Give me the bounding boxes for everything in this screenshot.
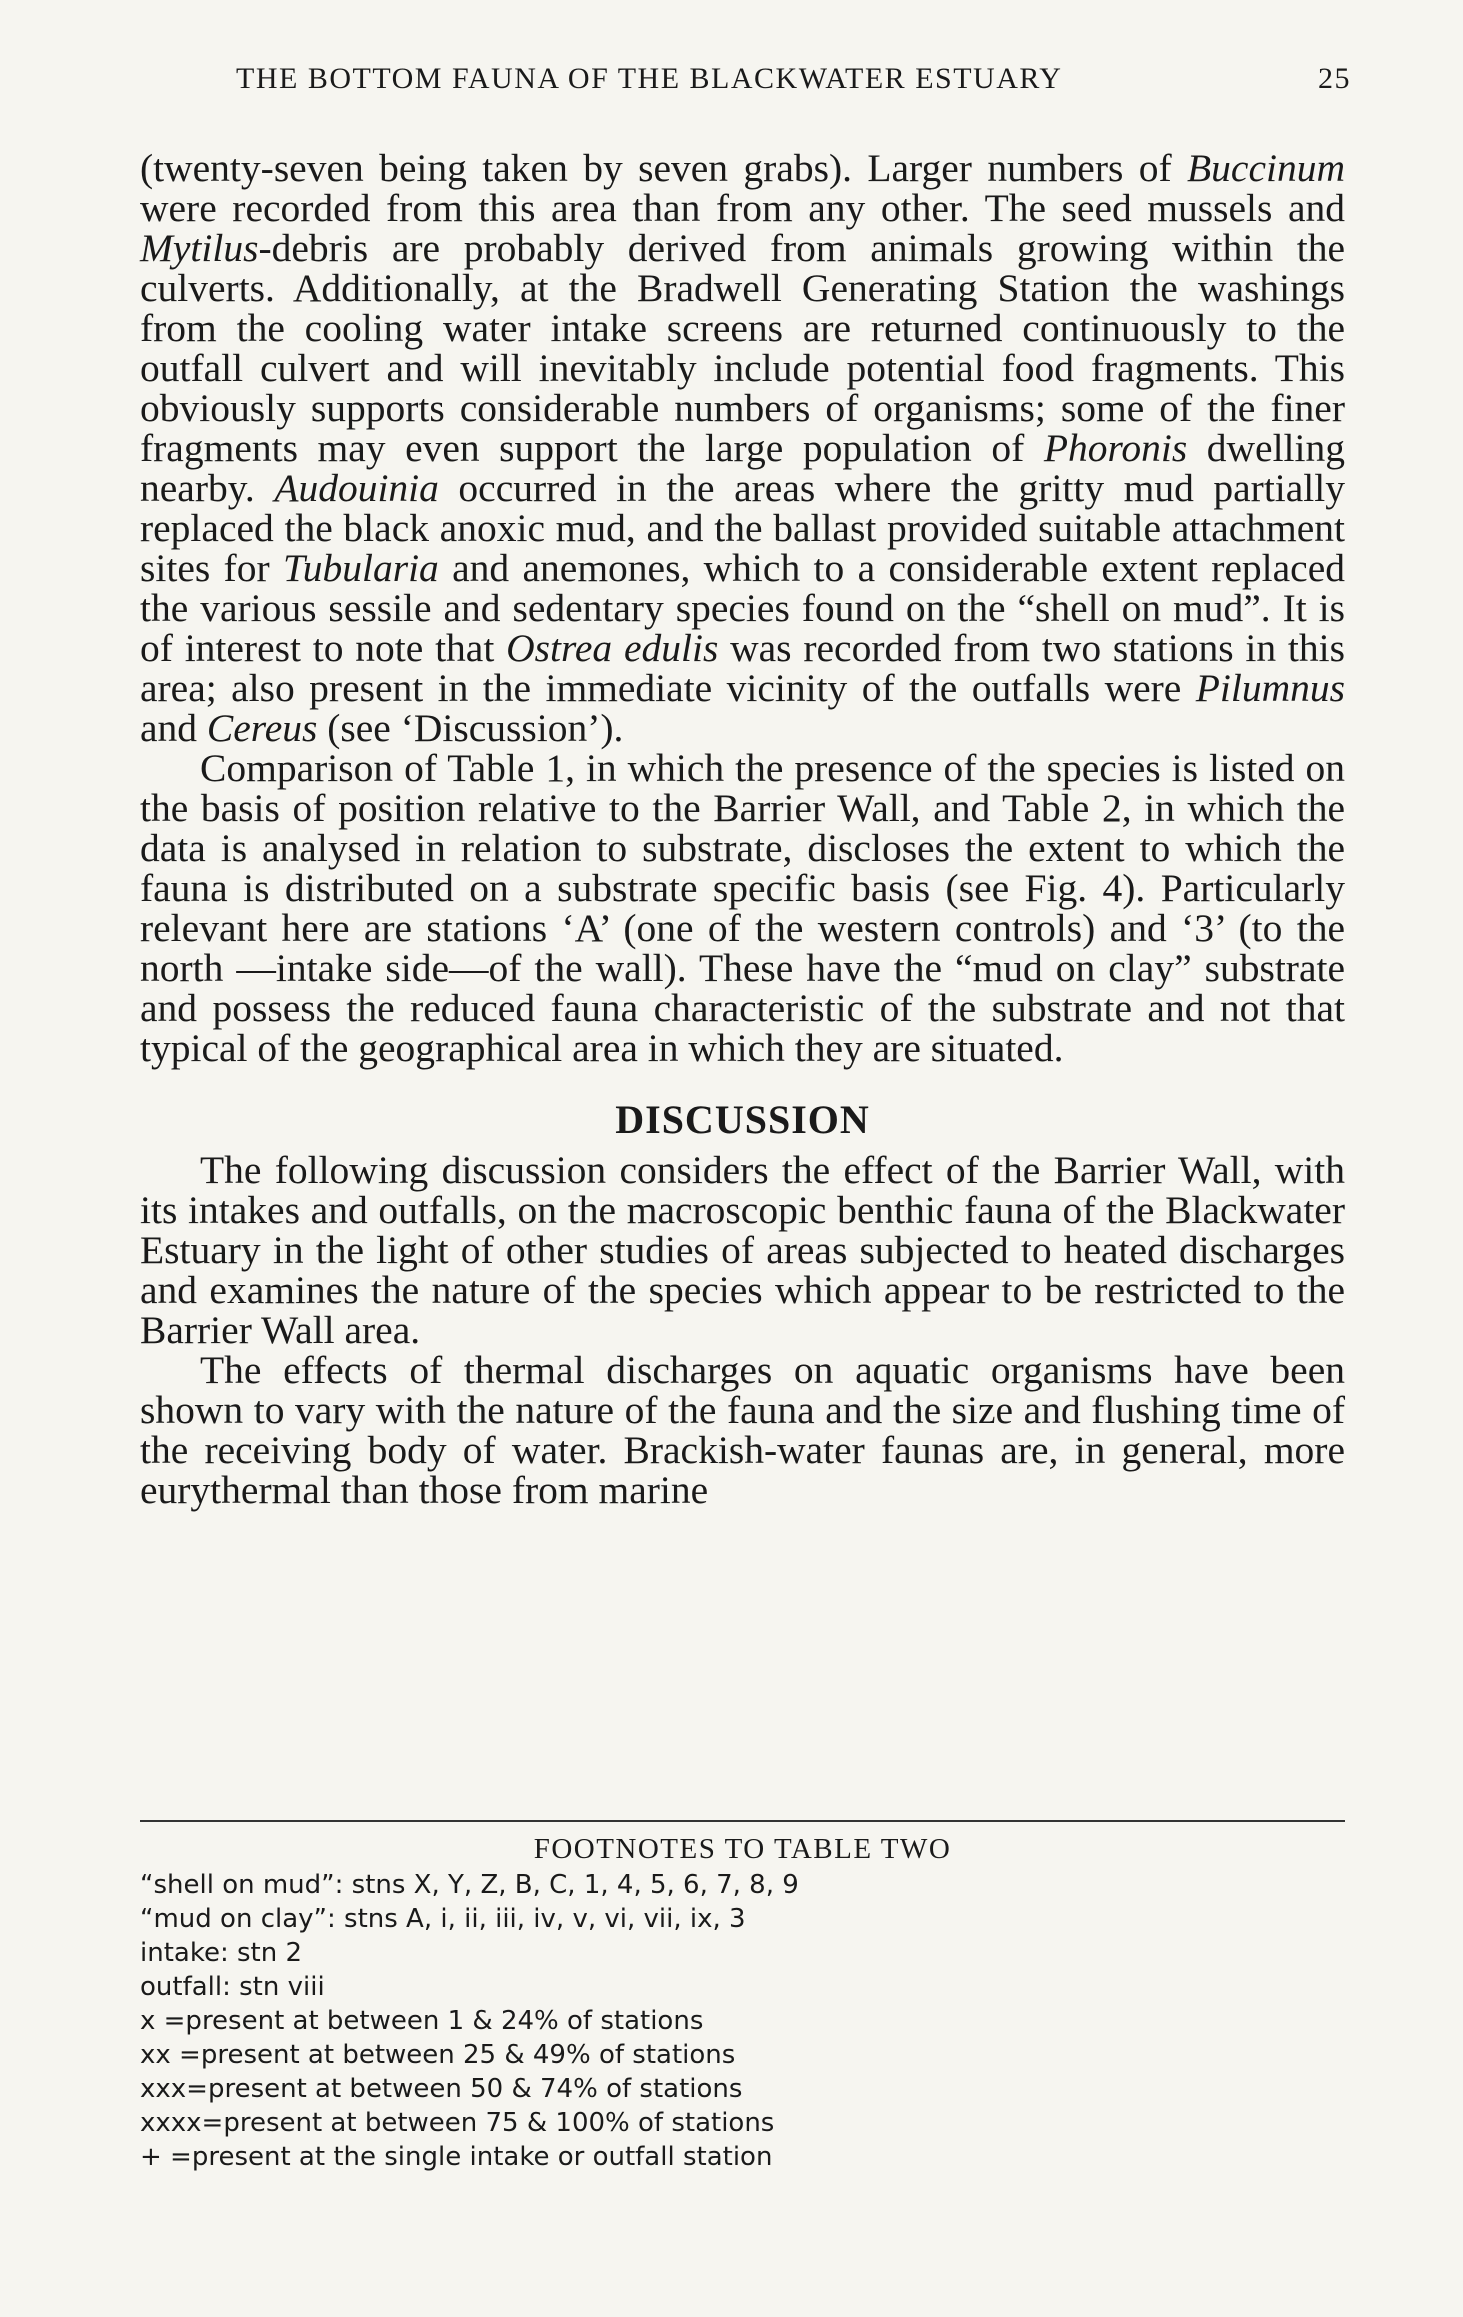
footnote-line: intake: stn 2 (140, 1938, 303, 1968)
italic-term: Pilumnus (1195, 666, 1345, 710)
text-run: Comparison of Table 1, in which the presence of the species is listed on the basis of position relative to the Barrier Wall, and Table 2, in which the data is analysed in relation to substrate, discloses the extent to which the fauna is distributed on a substrate specific basis (see Fig. 4). Particularly relevant here are stations ‘A’ (one of the western controls) and ‘3’ (to the north —intake side—of the wall). These have the “mud on clay” substrate and possess the reduced fauna characteristic of the substrate and not that typical of the geographical area in which they are situated. (140, 746, 1345, 1070)
footnotes (140, 1832, 1345, 2174)
section-heading-discussion: DISCUSSION (615, 1097, 870, 1142)
text-run: were recorded from this area than from any other. The seed mussels and (140, 186, 1345, 230)
text-run: dwelling nearby. (140, 426, 1346, 510)
text-run: and (140, 706, 207, 750)
text-run: and anemones, which to a considerable extent replaced the various sessile and sedentary species found on the “shell on mud”. It is of interest to note that (140, 546, 1345, 670)
text-run: (twenty-seven being taken by seven grabs). Larger numbers of (140, 146, 1188, 190)
footnote-line: “shell on mud”: stns X, Y, Z, B, C, 1, 4, 5, 6, 7, 8, 9 (140, 1870, 799, 1900)
italic-term: Tubularia (282, 546, 439, 590)
footnote-line: xx =present at between 25 & 49% of stations (140, 2040, 736, 2070)
footnote-line: outfall: stn viii (140, 1972, 325, 2002)
italic-term: Audouinia (274, 466, 439, 510)
footnote-line: xxxx=present at between 75 & 100% of stations (140, 2108, 775, 2138)
text-run: occurred in the areas where the gritty mud partially replaced the black anoxic mud, and the ballast provided suitable attachment sites for (140, 466, 1345, 590)
page-number: 25 (1318, 62, 1351, 95)
text-run: The following discussion considers the effect of the Barrier Wall, with its intakes and outfalls, on the macroscopic benthic fauna of the Blackwater Estuary in the light of other studies of areas subjected to heated discharges and examines the nature of the species which appear to be restricted to the Barrier Wall area. (140, 1148, 1345, 1352)
body-text (140, 148, 1345, 1510)
footnote-line: + =present at the single intake or outfall station (140, 2142, 773, 2172)
italic-term: Mytilus (140, 226, 259, 270)
text-run: -debris are probably derived from animals growing within the culverts. Additionally, at the Bradwell Generating Station the washings from the cooling water intake screens are returned continuously to the outfall culvert and will inevitably include potential food fragments. This obviously supports considerable numbers of organisms; some of the finer fragments may even support the large population of (140, 226, 1345, 470)
footnotes-title: FOOTNOTES TO TABLE TWO (533, 1833, 952, 1865)
text-run: (see ‘Discussion’). (317, 706, 624, 750)
text-run: The effects of thermal discharges on aquatic organisms have been shown to vary with the nature of the fauna and the size and flushing time of the receiving body of water. Brackish-water faunas are, in general, more eurythermal than those from marine (140, 1348, 1345, 1512)
paragraph-1 (140, 148, 1345, 748)
footnote-line: “mud on clay”: stns A, i, ii, iii, iv, v, vi, vii, ix, 3 (140, 1904, 746, 1934)
paragraph-2 (140, 748, 1345, 1068)
italic-term: Cereus (206, 706, 318, 750)
paragraph-4 (140, 1350, 1345, 1510)
paragraph-3 (140, 1150, 1345, 1350)
footnote-line: xxx=present at between 50 & 74% of stations (140, 2074, 743, 2104)
running-title: THE BOTTOM FAUNA OF THE BLACKWATER ESTUARY (236, 62, 1063, 95)
italic-term: Buccinum (1187, 146, 1345, 190)
text-run: was recorded from two stations in this area; also present in the immediate vicinity of the outfalls were (140, 626, 1345, 710)
italic-term: Ostrea edulis (506, 626, 719, 670)
footnote-rule (140, 1820, 1345, 1822)
footnote-line: x =present at between 1 & 24% of stations (140, 2006, 704, 2036)
italic-term: Phoronis (1043, 426, 1188, 470)
